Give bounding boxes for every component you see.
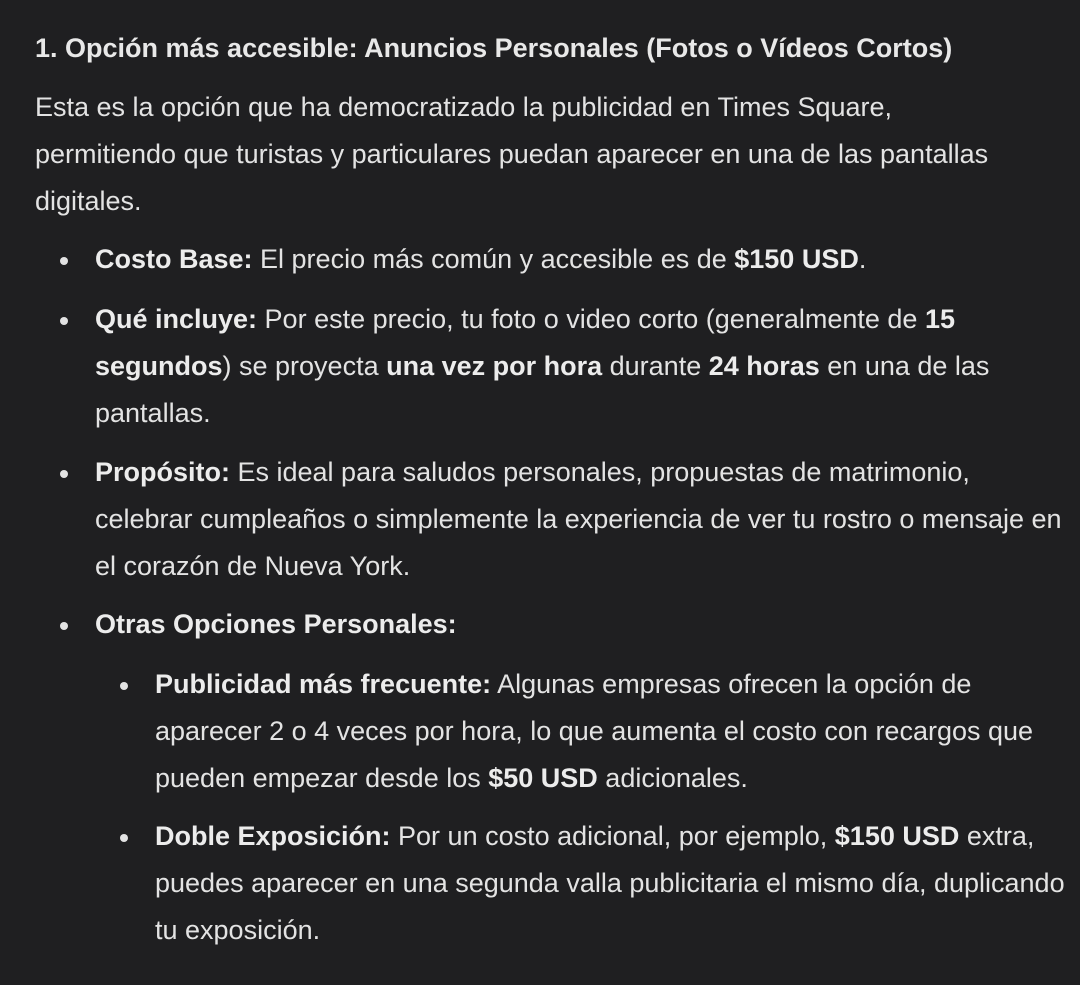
- item-text: ) se proyecta: [222, 351, 387, 381]
- sublist-item-doble-exposicion: [155, 813, 1075, 954]
- price-highlight: $150 USD: [834, 821, 960, 851]
- item-label: Otras Opciones Personales:: [95, 609, 457, 639]
- item-label: Doble Exposición:: [155, 821, 391, 851]
- item-text: adicionales.: [597, 763, 748, 793]
- price-highlight: $150 USD: [734, 244, 859, 274]
- list-item-otras-opciones: [95, 601, 1065, 648]
- item-label: Qué incluye:: [95, 304, 258, 334]
- item-text: El precio más común y accesible es de: [252, 244, 735, 274]
- sublist-item-publicidad-frecuente: [155, 661, 1075, 802]
- item-text: Por este precio, tu foto o video corto (generalmente de: [257, 304, 925, 334]
- bullet-icon: [120, 834, 128, 842]
- hours-highlight: 24 horas: [708, 351, 820, 381]
- item-text: Es ideal para saludos personales, propuestas de matrimonio, celebrar cumpleaños o simplemente la experiencia de ver tu rostro o mensaje en el corazón de Nueva York.: [95, 457, 1062, 581]
- price-highlight: $50 USD: [488, 763, 598, 793]
- bullet-icon: [60, 470, 68, 478]
- item-text: durante: [602, 351, 709, 381]
- section-heading: 1. Opción más accesible: Anuncios Personales (Fotos o Vídeos Cortos): [35, 33, 953, 63]
- item-text: extra, puedes aparecer en una segunda valla publicitaria el mismo día, duplicando tu exposición.: [155, 821, 1065, 945]
- item-text: en una de las pantallas.: [95, 351, 990, 428]
- bullet-icon: [60, 622, 68, 630]
- list-item-costo-base: [95, 236, 1065, 283]
- item-label: Publicidad más frecuente:: [155, 669, 492, 699]
- intro-paragraph: Esta es la opción que ha democratizado la publicidad en Times Square, permitiendo que turistas y particulares puedan aparecer en una de las pantallas digitales.: [35, 92, 989, 216]
- duration-highlight: 15 segundos: [95, 304, 955, 381]
- item-label: Propósito:: [95, 457, 230, 487]
- list-item-que-incluye: [95, 296, 1065, 437]
- bullet-icon: [60, 257, 68, 265]
- frequency-highlight: una vez por hora: [386, 351, 603, 381]
- item-text: Algunas empresas ofrecen la opción de aparecer 2 o 4 veces por hora, lo que aumenta el costo con recargos que pueden empezar desde los: [155, 669, 1034, 793]
- item-label: Costo Base:: [95, 244, 253, 274]
- bullet-icon: [60, 317, 68, 325]
- item-text: Por un costo adicional, por ejemplo,: [390, 821, 835, 851]
- list-item-proposito: [95, 449, 1065, 590]
- item-text: .: [858, 244, 867, 274]
- bullet-icon: [120, 682, 128, 690]
